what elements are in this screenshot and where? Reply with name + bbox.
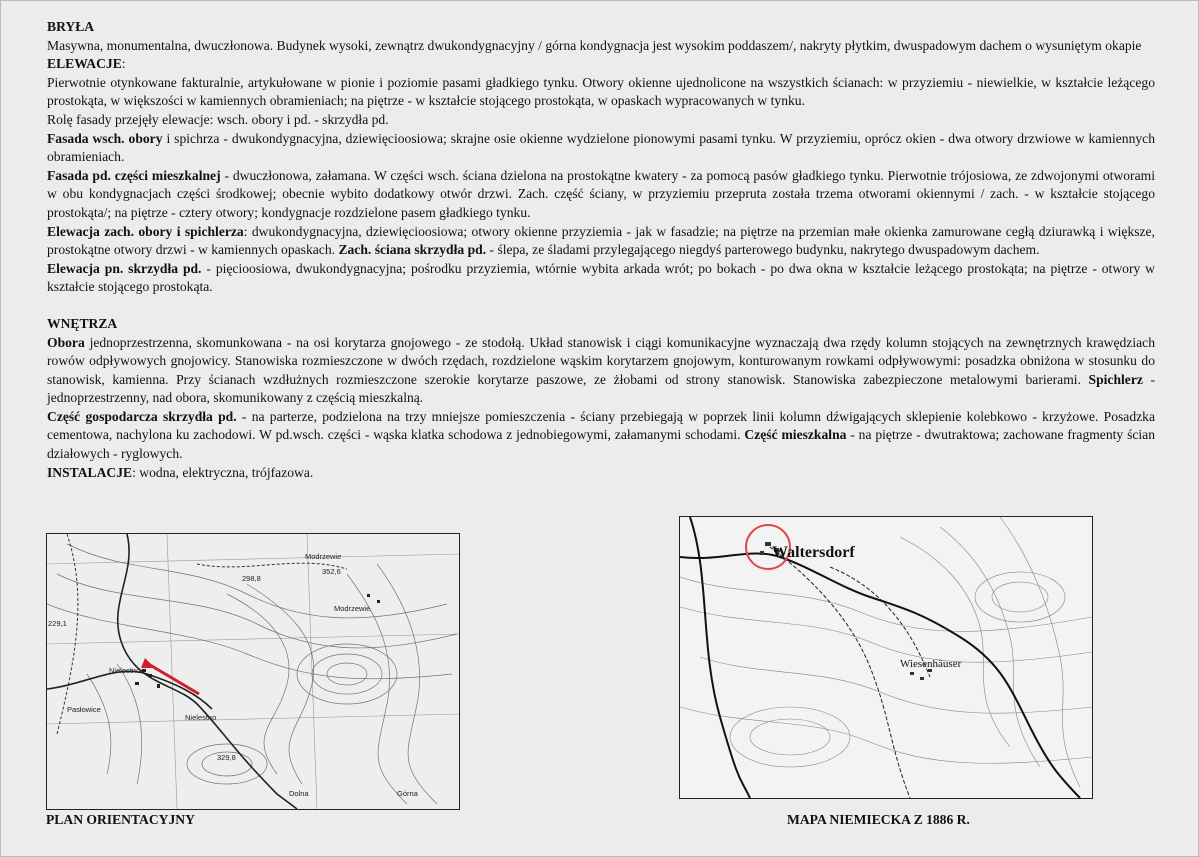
label-spichlerz: Spichlerz bbox=[1088, 371, 1143, 387]
heading-wnetrza: WNĘTRZA bbox=[47, 315, 118, 331]
paragraph-instalacje bbox=[47, 464, 1155, 483]
heading-elewacje bbox=[47, 55, 1155, 74]
paragraph-elewacje-2: Rolę fasady przejęły elewacje: wsch. obory i pd. - skrzydła pd. bbox=[47, 111, 389, 127]
map-label: Nielestno bbox=[185, 713, 217, 722]
text-fasada-wsch: i spichrza - dwukondygnacyjna, dziewięcioosiowa; skrajne osie okienne wydzielone pionowymi pasami tynku. W przyziemiu, oprócz okien - dwa otwory drzwiowe w kamiennych obramieniach. bbox=[47, 130, 1155, 165]
caption-german-map: MAPA NIEMIECKA Z 1886 R. bbox=[787, 812, 970, 827]
text-fasada-pd: - dwuczłonowa, załamana. W części wsch. ściana dzielona na prostokątne kwatery - za pomocą pasów gładkiego tynku. Pierwotnie trójosiowa, ze zdwojonymi otworami w obu kondygnacjach części środkowej; obecnie wybito dodatkowy otwór drzwi. Zach. część ściany, w przyziemiu przepruta została trzema otworami okiennymi / zach. - w kształcie stojącego prostokąta/; na piętrze - cztery otwory; kondygnacje rozdzielone pasem gładkiego tynku. bbox=[47, 167, 1155, 220]
heading-elewacje-suffix: : bbox=[121, 56, 126, 72]
heading-elewacje-label: ELEWACJE bbox=[47, 56, 122, 72]
section-gap bbox=[47, 297, 1155, 315]
map-label: 352,6 bbox=[322, 567, 341, 576]
text-elewacja-pn: - pięcioosiowa, dwukondygnacyjna; pośrodku przyziemia, wtórnie wybita arkada wrót; po bokach - po dwa okna w kształcie leżącego prostokąta; na piętrze - otwory w kształcie stojącego prostokąta. bbox=[47, 260, 1155, 295]
paragraph-elewacje-1: Pierwotnie otynkowane fakturalnie, artykułowane w pionie i poziomie pasami gładkiego tynku. Otwory okienne ujednolicone na wszystkich ścianach: w przyziemiu - niewielkie, w kształcie leżącego prostokąta, w większości w kamiennych obramieniach; na piętrze - w kształcie stojącego prostokąta, w opaskach wypracowanych w tynku. bbox=[47, 74, 1155, 109]
map-label: Wiesenhäuser bbox=[900, 658, 962, 670]
map-label: 229,1 bbox=[48, 619, 67, 628]
label-elewacja-zach: Elewacja zach. obory i spichlerza bbox=[47, 223, 244, 239]
text-spichlerz: - jednoprzestrzenny, nad obora, skomunikowany z częścią mieszkalną. bbox=[47, 371, 1155, 406]
paragraph-obora bbox=[47, 334, 1155, 408]
paragraph-elewacja-pn bbox=[47, 260, 1155, 297]
paragraph-fasada-wsch bbox=[47, 130, 1155, 167]
caption-orientation-plan: PLAN ORIENTACYJNY bbox=[46, 812, 195, 827]
text-instalacje: : wodna, elektryczna, trójfazowa. bbox=[132, 464, 314, 480]
document-text bbox=[47, 18, 1155, 482]
paragraph-czesc-gosp bbox=[47, 408, 1155, 464]
map-label: Pasłowice bbox=[67, 705, 101, 714]
historical-map bbox=[679, 516, 1093, 799]
text-czesc-gosp: - na parterze, podzielona na trzy mniejsze pomieszczenia - ściany przebiegają w poprzek linii kolumn dźwigających sklepienie kolebkowo - krzyżowe. Posadzka cementowa, nachylona ku zachodowi. W pd.wsch. części - wąska klatka schodowa z jednobiegowymi, załamanymi schodami. bbox=[47, 408, 1155, 443]
map-label: 329,8 bbox=[217, 753, 236, 762]
paragraph-elewacja-zach bbox=[47, 223, 1155, 260]
map-label: Modrzewie bbox=[305, 552, 342, 561]
map-label: Dolna bbox=[289, 789, 309, 798]
label-instalacje: INSTALACJE bbox=[47, 464, 133, 480]
heading-bryla: BRYŁA bbox=[47, 19, 95, 34]
text-elewacja-zach: : dwukondygnacyjna, dziewięcioosiowa; otwory okienne przyziemia - jak w fasadzie; na piętrze na przemian małe okienka zamurowane cegłą dziurawką i większe, prostokątne otwory drzwi - w kamiennych opaskach. bbox=[47, 223, 1155, 258]
paragraph-fasada-pd bbox=[47, 167, 1155, 223]
text-czesc-mieszk: - na piętrze - dwutraktowa; zachowane fragmenty ścian działowych - ryglowych. bbox=[47, 427, 1155, 462]
label-zach-sciana: Zach. ściana skrzydła pd. bbox=[338, 242, 487, 258]
label-fasada-pd: Fasada pd. części mieszkalnej bbox=[47, 167, 221, 183]
historical-map-drawing bbox=[680, 517, 1092, 798]
map-label: Górna bbox=[397, 789, 418, 798]
label-fasada-wsch: Fasada wsch. obory bbox=[47, 130, 163, 146]
map-label: Nielestno bbox=[109, 666, 141, 675]
label-czesc-mieszk: Część mieszkalna bbox=[744, 427, 847, 443]
label-elewacja-pn: Elewacja pn. skrzydła pd. bbox=[47, 260, 202, 276]
text-obora: jednoprzestrzenna, skomunkowana - na osi korytarza gnojowego - ze stodołą. Układ stanowisk i ciągi komunikacyjne wyznaczają dwa rzędy kolumn stojących na zewnętrznych krawędziach rowów odpływowych gnojowicy. Stanowiska rozmieszczone w dwóch rzędach, rozdzielone wąskim korytarzem gnojowym, konturowanym rowkami odpływowymi: posadzka obniżona w stosunku do stanowisk, kamienna. Przy ścianach wzdłużnych rozmieszczone szerokie korytarze paszowe, ze żłobami od strony stanowisk. Stanowiska zabezpieczone metalowymi barierami. bbox=[47, 334, 1155, 387]
map-label: Modrzewie bbox=[334, 604, 371, 613]
text-zach-sciana: - ślepa, ze śladami przylegającego niegdyś parterowego budynku, nakrytego dwuspadowym dachem. bbox=[486, 242, 1040, 258]
label-czesc-gosp: Część gospodarcza skrzydła pd. bbox=[47, 408, 237, 424]
orientation-map-drawing bbox=[47, 534, 459, 809]
map-label: 298,8 bbox=[242, 574, 261, 583]
paragraph-bryla: Masywna, monumentalna, dwuczłonowa. Budynek wysoki, zewnątrz dwukondygnacyjny / górna kondygnacja jest wysokim poddaszem/, nakryty płytkim, dwuspadowym dachem o wysuniętym okapie bbox=[47, 37, 1142, 53]
label-obora: Obora bbox=[47, 334, 85, 350]
orientation-map bbox=[46, 533, 460, 810]
map-label: Waltersdorf bbox=[772, 544, 855, 561]
